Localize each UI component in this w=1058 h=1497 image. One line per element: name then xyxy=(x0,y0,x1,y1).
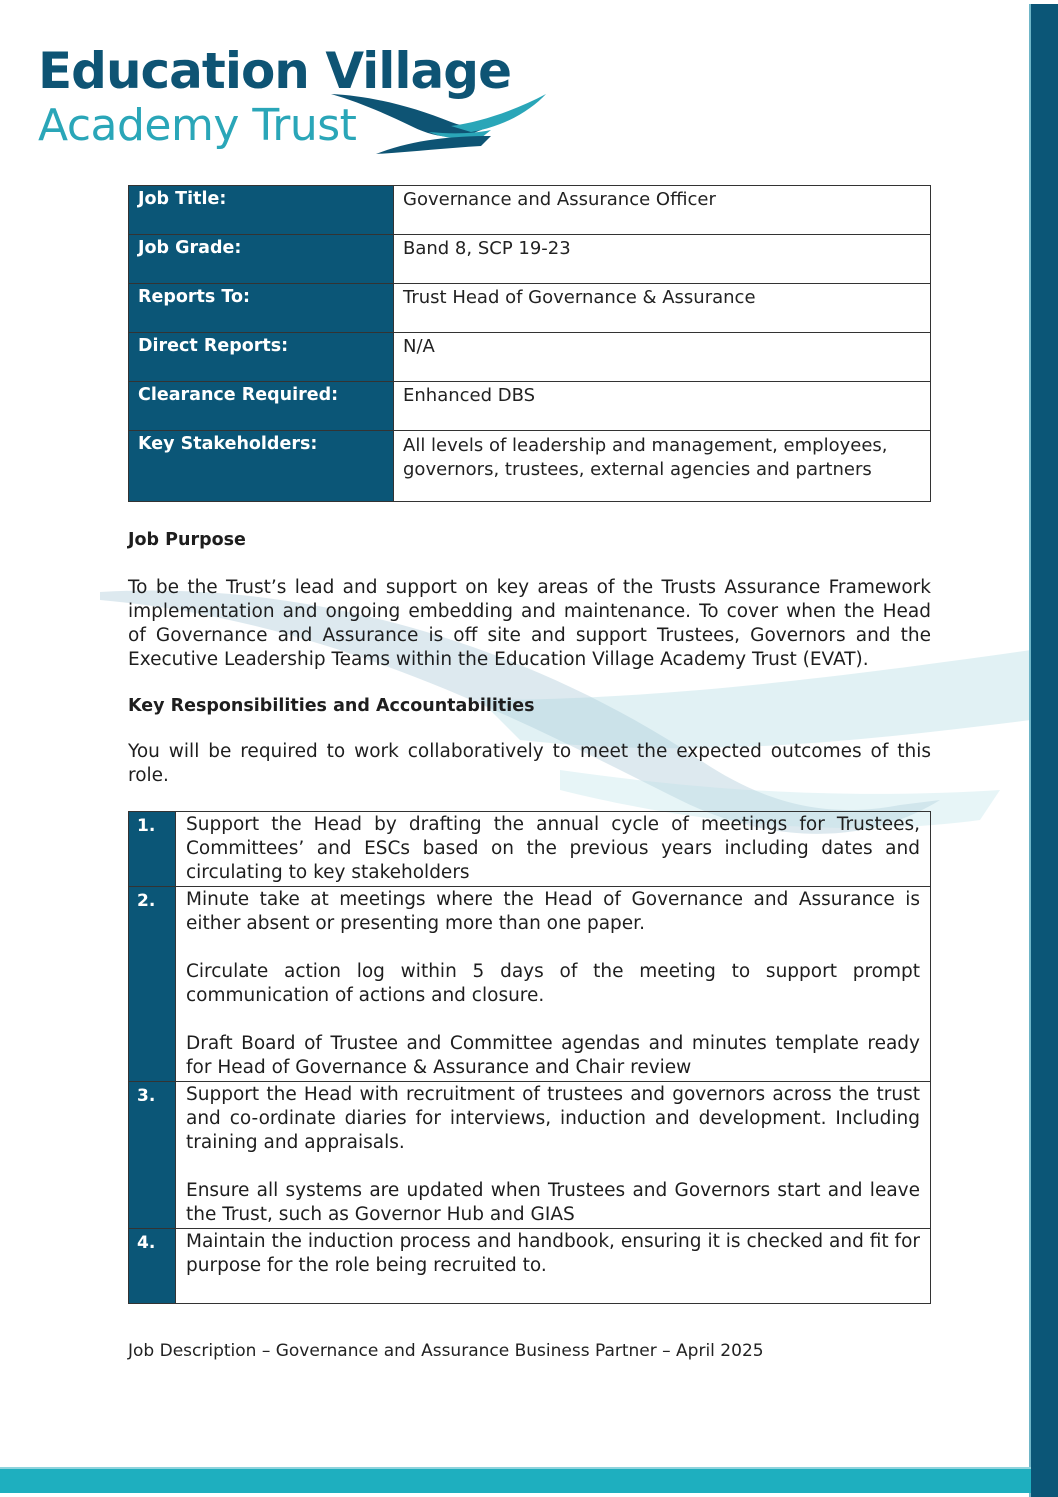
job-purpose-heading: Job Purpose xyxy=(128,530,246,550)
responsibilities-table xyxy=(128,811,931,1304)
responsibilities-intro: You will be required to work collaboratively to meet the expected outcomes of this role. xyxy=(128,741,931,786)
info-value: Trust Head of Governance & Assurance xyxy=(394,284,931,333)
info-row-clearance xyxy=(129,382,931,431)
info-label: Job Grade: xyxy=(129,235,394,284)
responsibility-paragraph: Support the Head by drafting the annual cycle of meetings for Trustees, Committees’ and ESCs based on the previous years including dates and circulating to key stakeholders xyxy=(186,814,920,883)
info-value: All levels of leadership and management, employees, governors, trustees, external agencies and partners xyxy=(394,431,931,502)
logo-subtitle: Academy Trust xyxy=(38,100,357,151)
responsibility-paragraph: Circulate action log within 5 days of the meeting to support prompt communication of actions and closure. xyxy=(186,961,920,1006)
info-label: Reports To: xyxy=(129,284,394,333)
job-purpose-text: To be the Trust’s lead and support on key areas of the Trusts Assurance Framework implementation and ongoing embedding and maintenance. To cover when the Head of Governance and Assurance is off site and support Trustees, Governors and the Executive Leadership Teams within the Education Village Academy Trust (EVAT). xyxy=(128,577,931,670)
responsibility-text xyxy=(176,812,931,887)
bottom-accent-bar xyxy=(0,1469,1031,1493)
responsibility-row xyxy=(129,812,931,887)
logo-title: Education Village xyxy=(38,42,511,100)
responsibility-paragraph: Maintain the induction process and handbook, ensuring it is checked and fit for purpose for the role being recruited to. xyxy=(186,1231,920,1276)
info-label: Job Title: xyxy=(129,186,394,235)
bird-wing-icon xyxy=(331,92,546,157)
job-info-table xyxy=(128,185,931,502)
info-row-job-title xyxy=(129,186,931,235)
trust-logo xyxy=(36,42,556,162)
info-label: Key Stakeholders: xyxy=(129,431,394,502)
responsibility-row xyxy=(129,887,931,1082)
info-row-job-grade xyxy=(129,235,931,284)
info-row-direct-reports xyxy=(129,333,931,382)
responsibility-text xyxy=(176,887,931,1082)
responsibility-paragraph: Ensure all systems are updated when Trustees and Governors start and leave the Trust, such as Governor Hub and GIAS xyxy=(186,1180,920,1225)
responsibility-paragraph: Support the Head with recruitment of trustees and governors across the trust and co-ordinate diaries for interviews, induction and development. Including training and appraisals. xyxy=(186,1084,920,1153)
responsibility-paragraph: Minute take at meetings where the Head of Governance and Assurance is either absent or presenting more than one paper. xyxy=(186,889,920,934)
responsibility-paragraph: Draft Board of Trustee and Committee agendas and minutes template ready for Head of Governance & Assurance and Chair review xyxy=(186,1033,920,1078)
responsibility-number: 3. xyxy=(129,1082,176,1229)
responsibilities-heading: Key Responsibilities and Accountabilities xyxy=(128,696,535,716)
info-value: Enhanced DBS xyxy=(394,382,931,431)
info-row-stakeholders xyxy=(129,431,931,502)
responsibility-row xyxy=(129,1229,931,1304)
responsibility-number: 4. xyxy=(129,1229,176,1304)
document-footer: Job Description – Governance and Assurance Business Partner – April 2025 xyxy=(128,1341,764,1361)
responsibility-text xyxy=(176,1229,931,1304)
responsibility-number: 2. xyxy=(129,887,176,1082)
responsibility-text xyxy=(176,1082,931,1229)
responsibility-row xyxy=(129,1082,931,1229)
info-value: Governance and Assurance Officer xyxy=(394,186,931,235)
info-value: N/A xyxy=(394,333,931,382)
right-accent-bar xyxy=(1031,4,1058,1497)
responsibility-number: 1. xyxy=(129,812,176,887)
info-row-reports-to xyxy=(129,284,931,333)
info-label: Direct Reports: xyxy=(129,333,394,382)
info-label: Clearance Required: xyxy=(129,382,394,431)
info-value: Band 8, SCP 19-23 xyxy=(394,235,931,284)
